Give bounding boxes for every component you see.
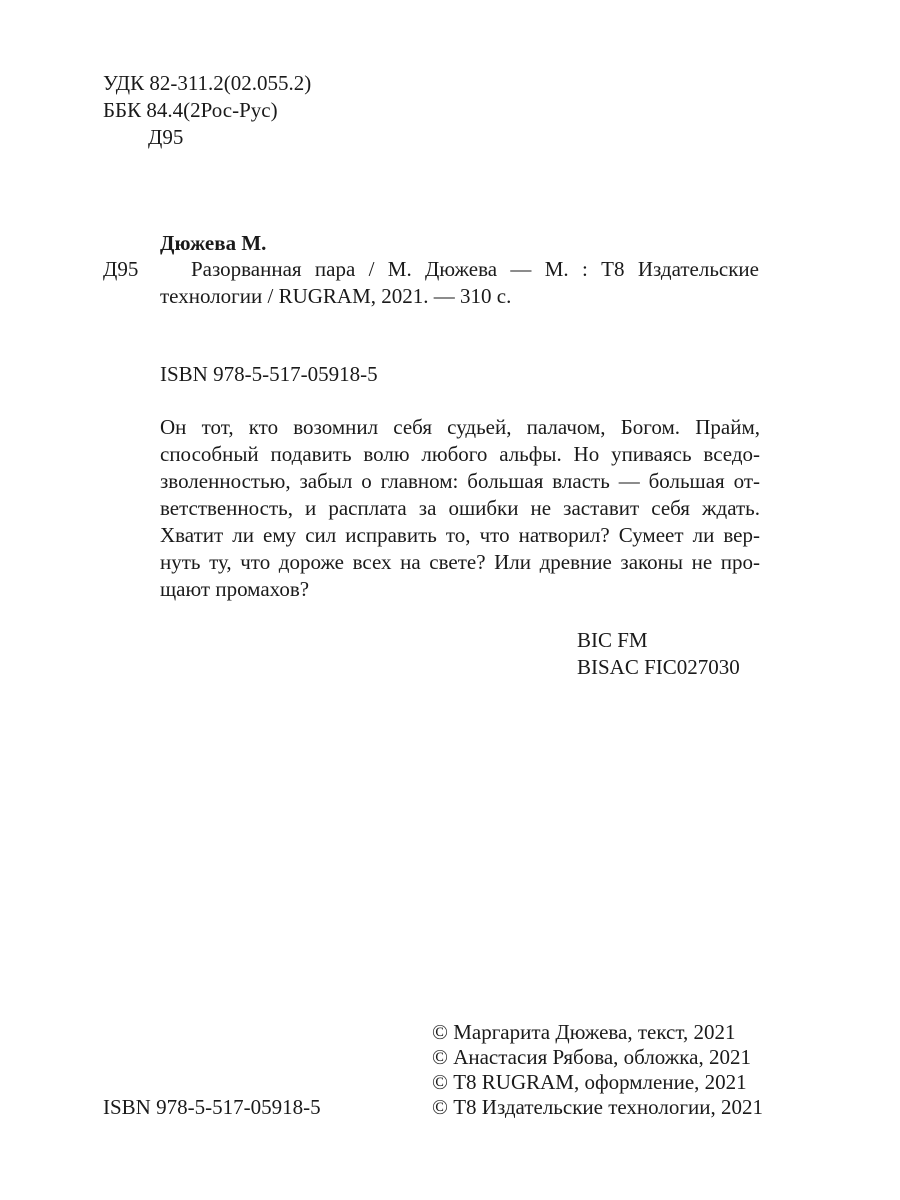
- copyright-text: © Маргарита Дюжева, текст, 2021: [432, 1020, 736, 1044]
- bibliographic-line-2: технологии / RUGRAM, 2021. — 310 с.: [160, 284, 512, 308]
- copyright-cover: © Анастасия Рябова, обложка, 2021: [432, 1045, 751, 1069]
- isbn-main: ISBN 978-5-517-05918-5: [160, 362, 378, 386]
- annotation-line: зволенностью, забыл о главном: большая власть — большая от-: [160, 469, 760, 493]
- udk-code: УДК 82-311.2(02.055.2): [103, 71, 312, 95]
- annotation-line: способный подавить волю любого альфы. Но упиваясь вседо-: [160, 442, 760, 466]
- annotation-line: Хватит ли ему сил исправить то, что натворил? Сумеет ли вер-: [160, 523, 760, 547]
- bbk-code: ББК 84.4(2Рос-Рус): [103, 98, 278, 122]
- copyright-publisher: © Т8 Издательские технологии, 2021: [432, 1095, 763, 1119]
- bic-code: BIC FM: [577, 628, 648, 652]
- annotation-line: нуть ту, что дороже всех на свете? Или древние законы не про-: [160, 550, 760, 574]
- bisac-code: BISAC FIC027030: [577, 655, 740, 679]
- bibliographic-author: Дюжева М.: [160, 231, 267, 255]
- annotation-line: щают промахов?: [160, 577, 310, 601]
- annotation-line: ветственность, и расплата за ошибки не заставит себя ждать.: [160, 496, 760, 520]
- copyright-design: © Т8 RUGRAM, оформление, 2021: [432, 1070, 747, 1094]
- bibliographic-code: Д95: [103, 257, 139, 281]
- bibliographic-line-1: Разорванная пара / М. Дюжева — М. : Т8 Издательские: [191, 257, 759, 281]
- annotation-line: Он тот, кто возомнил себя судьей, палачом, Богом. Прайм,: [160, 415, 760, 439]
- author-mark: Д95: [148, 125, 184, 149]
- isbn-footer: ISBN 978-5-517-05918-5: [103, 1095, 321, 1119]
